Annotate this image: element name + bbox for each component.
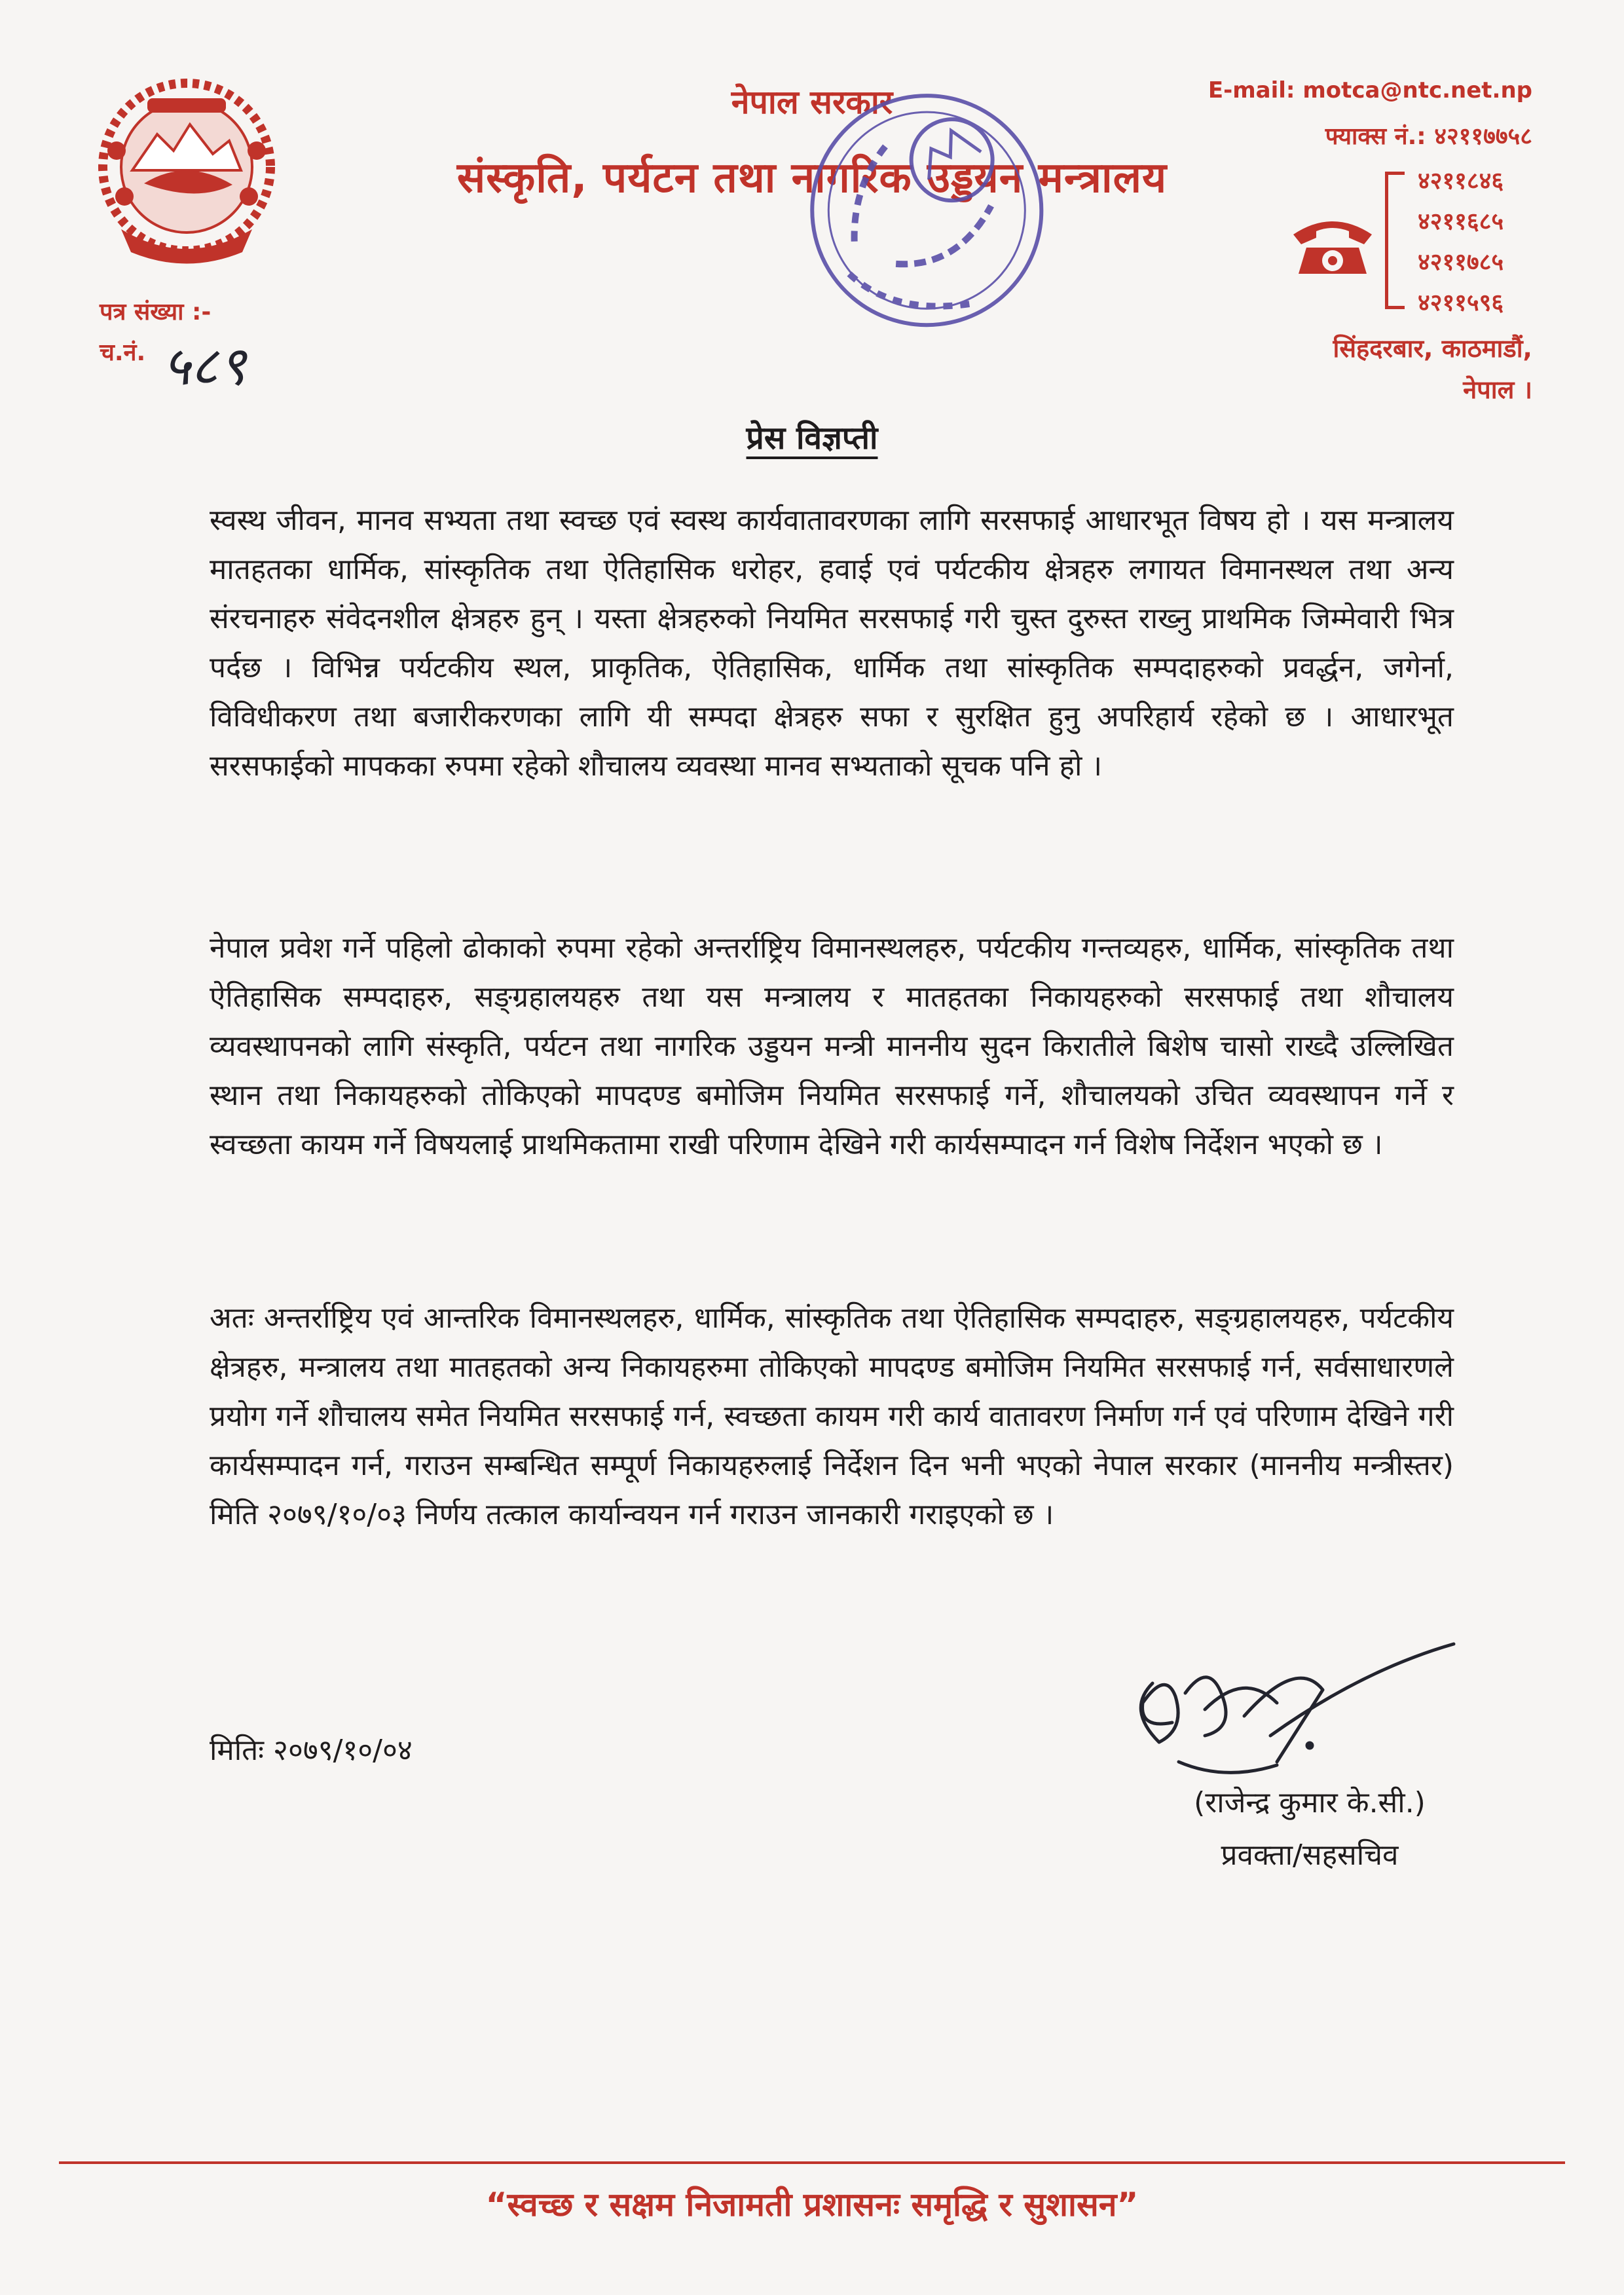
document-title: प्रेस विज्ञप्ती [746, 420, 878, 457]
phone-number: ४२११६८५ [1418, 208, 1504, 235]
phone-number: ४२११७८५ [1418, 249, 1504, 276]
fax-number: फ्याक्स नं.: ४२११७७५८ [1325, 123, 1532, 150]
ministry-name: संस्कृति, पर्यटन तथा नागरिक उड्डयन मन्त्रालय [456, 154, 1168, 202]
handwritten-cn-number: ५८९ [162, 335, 246, 398]
footer-slogan: “स्वच्छ र सक्षम निजामती प्रशासनः समृद्धि र सुशासन” [485, 2186, 1139, 2224]
body-paragraph-2: नेपाल प्रवेश गर्ने पहिलो ढोकाको रुपमा रहेको अन्तर्राष्ट्रिय विमानस्थलहरु, पर्यटकीय गन्तव्यहरु, धार्मिक, सांस्कृतिक तथा ऐतिहासिक सम्पदाहरु, सङ्ग्रहालयहरु तथा यस मन्त्रालय र मातहतका निकायहरुको सरसफाई तथा शौचालय व्यवस्थापनको लागि संस्कृति, पर्यटन तथा नागरिक उड्डयन मन्त्री माननीय सुदन किरातीले बिशेष चासो राख्दै उल्लिखित स्थान तथा निकायहरुको तोकिएको मापदण्ड बमोजिम नियमित सरसफाई गर्ने, शौचालयको उचित व्यवस्थापन गर्ने र स्वच्छता कायम गर्ने विषयलाई प्राथमिकतामा राखी परिणाम देखिने गरी कार्यसम्पादन गर्न विशेष निर्देशन भएको छ । [210, 931, 1454, 1161]
government-name: नेपाल सरकार [731, 83, 893, 121]
reference-label: पत्र संख्या :- [100, 299, 212, 326]
phone-number: ४२११८४६ [1418, 168, 1504, 195]
footer-divider [59, 2161, 1565, 2164]
signatory-title: प्रवक्ता/सहसचिव [1221, 1838, 1399, 1872]
address-line-2: नेपाल । [1463, 375, 1532, 404]
phone-number: ४२११५९६ [1418, 289, 1504, 316]
cn-label: च.नं. [100, 339, 146, 366]
document-date: मितिः २०७९/१०/०४ [210, 1734, 413, 1767]
signatory-name: (राजेन्द्र कुमार के.सी.) [1194, 1786, 1426, 1819]
body-paragraph-3: अतः अन्तर्राष्ट्रिय एवं आन्तरिक विमानस्थलहरु, धार्मिक, सांस्कृतिक तथा ऐतिहासिक सम्पदाहरु, सङ्ग्रहालयहरु, पर्यटकीय क्षेत्रहरु, मन्त्रालय तथा मातहतको अन्य निकायहरुमा तोकिएको मापदण्ड बमोजिम नियमित सरसफाई गर्न, सर्वसाधारणले प्रयोग गर्ने शौचालय समेत नियमित सरसफाई गर्न, स्वच्छता कायम गरी कार्य वातावरण निर्माण गर्न एवं परिणाम देखिने गरी कार्यसम्पादन गर्न, गराउन सम्बन्धित सम्पूर्ण निकायहरुलाई निर्देशन दिन भनी भएको नेपाल सरकार (माननीय मन्त्रीस्तर) मिति २०७९/१०/०३ निर्णय तत्काल कार्यान्वयन गर्न गराउन जानकारी गराइएको छ । [210, 1301, 1454, 1531]
telephone-icon [1287, 208, 1378, 280]
address-line-1: सिंहदरबार, काठमाडौं, [1333, 334, 1532, 363]
body-paragraph-1: स्वस्थ जीवन, मानव सभ्यता तथा स्वच्छ एवं स्वस्थ कार्यवातावरणका लागि सरसफाई आधारभूत विषय हो । यस मन्त्रालय मातहतका धार्मिक, सांस्कृतिक तथा ऐतिहासिक धरोहर, हवाई एवं पर्यटकीय क्षेत्रहरु लगायत विमानस्थल तथा अन्य संरचनाहरु संवेदनशील क्षेत्रहरु हुन् । यस्ता क्षेत्रहरुको नियमित सरसफाई गरी चुस्त दुरुस्त राख्नु प्राथमिक जिम्मेवारी भित्र पर्दछ । विभिन्न पर्यटकीय स्थल, प्राकृतिक, ऐतिहासिक, धार्मिक तथा सांस्कृतिक सम्पदाहरुको प्रवर्द्धन, जगेर्ना, विविधीकरण तथा बजारीकरणका लागि यी सम्पदा क्षेत्रहरु सफा र सुरक्षित हुनु अपरिहार्य रहेको छ । आधारभूत सरसफाईको मापकका रुपमा रहेको शौचालय व्यवस्था मानव सभ्यताको सूचक पनि हो । [210, 504, 1454, 783]
phone-bracket [1385, 172, 1408, 309]
ministry-stamp-icon [779, 79, 1080, 354]
signature-icon [1113, 1631, 1480, 1788]
email-address: E-mail: motca@ntc.net.np [1208, 77, 1532, 103]
